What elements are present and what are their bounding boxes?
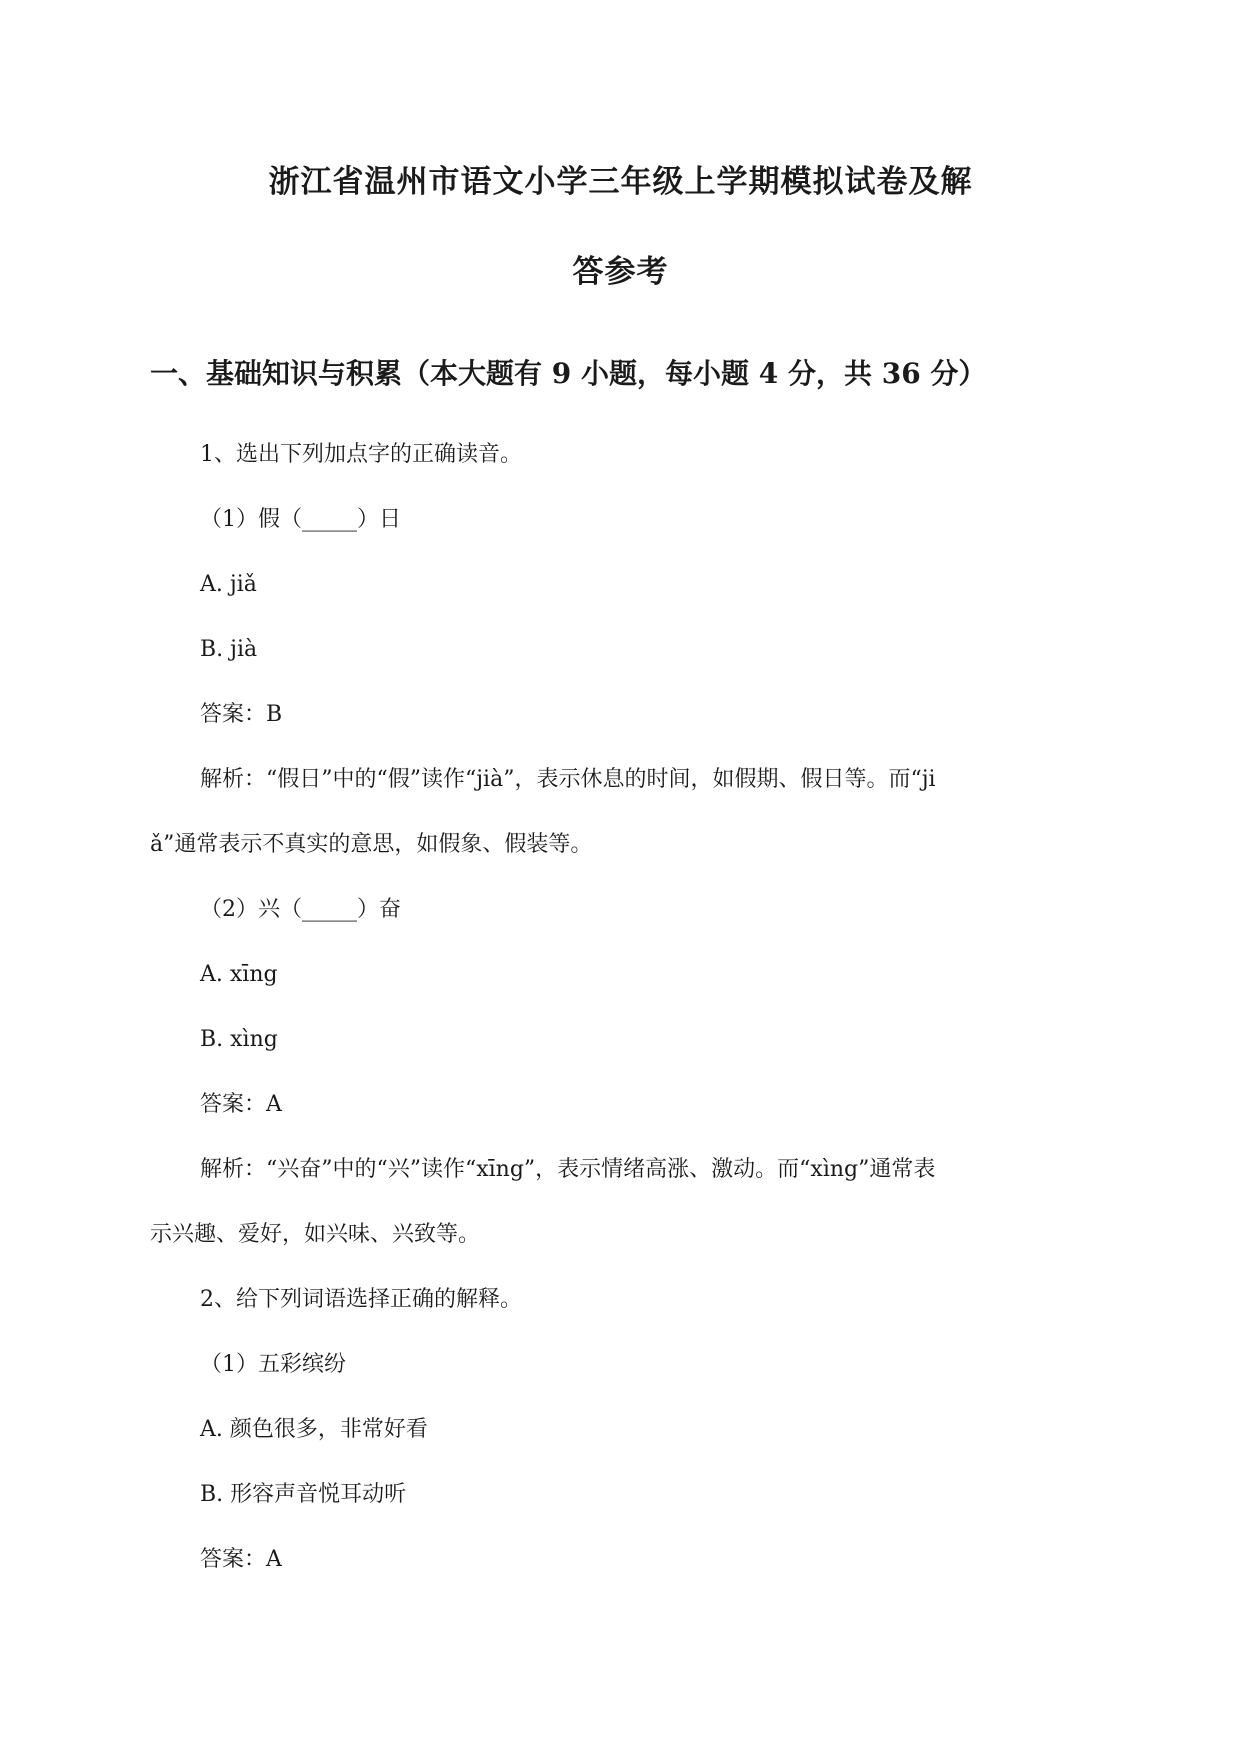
answer: 答案：B xyxy=(200,702,283,727)
question-1-sub-1: （1）假（_____）日 xyxy=(200,507,401,532)
analysis-continuation: ǎ”通常表示不真实的意思，如假象、假装等。 xyxy=(150,832,593,857)
option-a: A. 颜色很多，非常好看 xyxy=(200,1417,428,1442)
section-heading: 一、基础知识与积累（本大题有 9 小题，每小题 4 分，共 36 分） xyxy=(150,357,987,390)
question-2-prompt: 2、给下列词语选择正确的解释。 xyxy=(200,1287,522,1312)
option-b: B. 形容声音悦耳动听 xyxy=(200,1482,407,1507)
answer: 答案：A xyxy=(200,1547,282,1572)
question-1-sub-2: （2）兴（_____）奋 xyxy=(200,897,401,922)
option-a: A. xīng xyxy=(200,962,278,987)
question-2-sub-1: （1）五彩缤纷 xyxy=(200,1352,346,1377)
analysis-line: 解析：“假日”中的“假”读作“jià”，表示休息的时间，如假期、假日等。而“ji xyxy=(200,767,936,792)
option-b: B. jià xyxy=(200,637,258,662)
document-title-line-2: 答参考 xyxy=(572,254,669,290)
option-a: A. jiǎ xyxy=(200,572,257,597)
answer: 答案：A xyxy=(200,1092,282,1117)
analysis-continuation: 示兴趣、爱好，如兴味、兴致等。 xyxy=(150,1222,481,1247)
question-1-prompt: 1、选出下列加点字的正确读音。 xyxy=(200,442,522,467)
option-b: B. xìng xyxy=(200,1027,278,1052)
analysis-line: 解析：“兴奋”中的“兴”读作“xīng”，表示情绪高涨、激动。而“xìng”通常表 xyxy=(200,1157,936,1182)
document-title-line-1: 浙江省温州市语文小学三年级上学期模拟试卷及解 xyxy=(268,164,973,200)
